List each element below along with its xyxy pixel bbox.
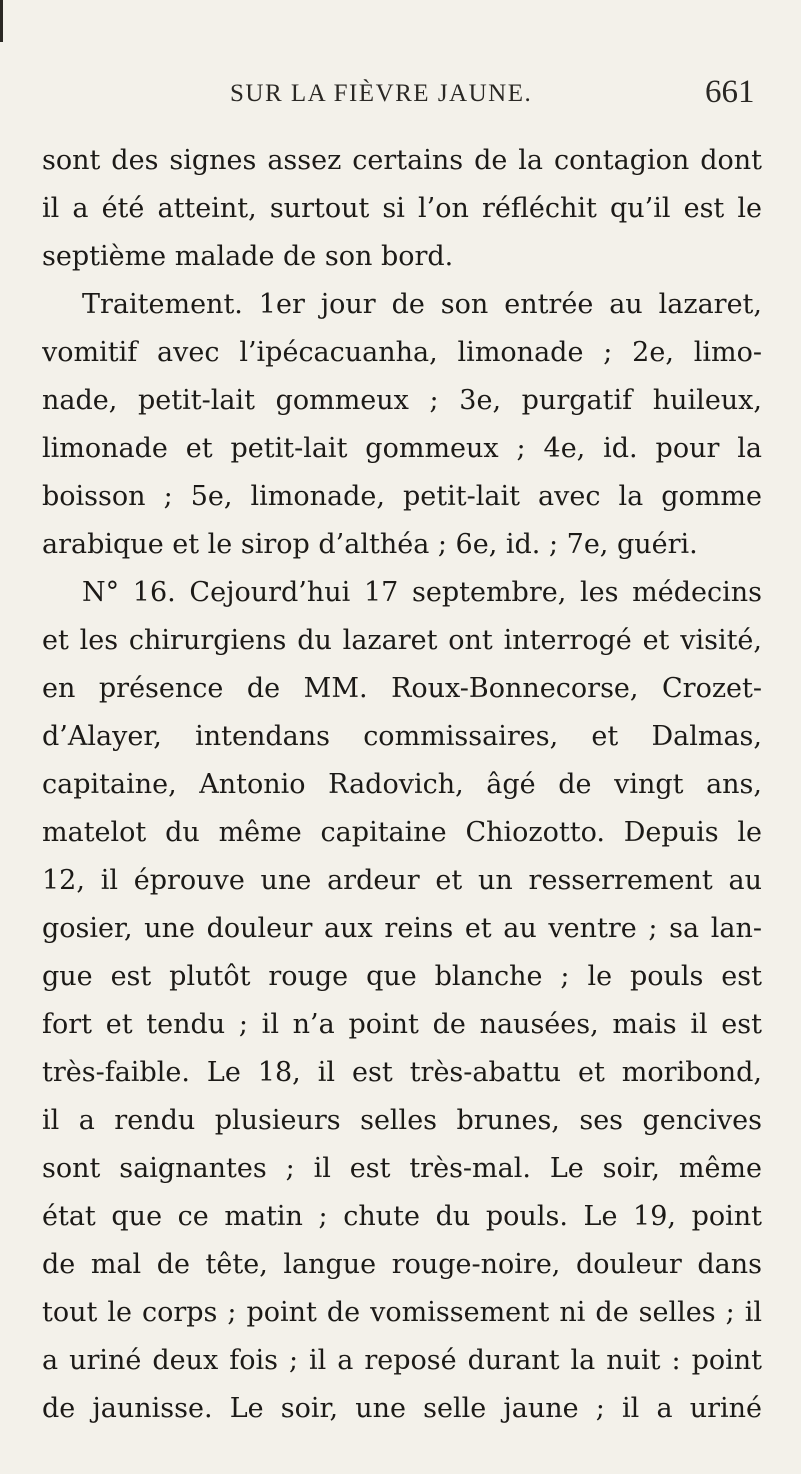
- text-line: gue est plutôt rouge que blanche ; le pouls est: [42, 961, 762, 992]
- text-line: 12, il éprouve une ardeur et un resserrement au: [42, 865, 762, 896]
- text-line: sont saignantes ; il est très-mal. Le soir, même: [42, 1153, 762, 1184]
- text-line: capitaine, Antonio Radovich, âgé de vingt ans,: [42, 769, 762, 800]
- text-line: sont des signes assez certains de la contagion dont: [42, 145, 762, 176]
- text-line: très-faible. Le 18, il est très-abattu et moribond,: [42, 1057, 762, 1088]
- text-line: septième malade de son bord.: [42, 241, 454, 272]
- text-line: de jaunisse. Le soir, une selle jaune ; il a uriné: [42, 1393, 762, 1424]
- text-line: il a rendu plusieurs selles brunes, ses gencives: [42, 1105, 762, 1136]
- text-line: d’Alayer, intendans commissaires, et Dalmas,: [42, 721, 762, 752]
- text-line: matelot du même capitaine Chiozotto. Depuis le: [42, 817, 762, 848]
- text-line: vomitif avec l’ipécacuanha, limonade ; 2e, limo-: [42, 337, 762, 368]
- running-title: SUR LA FIÈVRE JAUNE.: [230, 80, 533, 107]
- text-line: et les chirurgiens du lazaret ont interrogé et visité,: [42, 625, 762, 656]
- text-line: fort et tendu ; il n’a point de nausées, mais il est: [42, 1009, 762, 1040]
- text-line: N° 16. Cejourd’hui 17 septembre, les médecins: [82, 577, 762, 608]
- text-line: tout le corps ; point de vomissement ni de selles ; il: [42, 1297, 762, 1328]
- text-line: de mal de tête, langue rouge-noire, douleur dans: [42, 1249, 762, 1280]
- page-number: 661: [705, 74, 755, 110]
- text-line: Traitement. 1er jour de son entrée au lazaret,: [82, 289, 762, 320]
- text-line: gosier, une douleur aux reins et au ventre ; sa lan-: [42, 913, 762, 944]
- text-line: état que ce matin ; chute du pouls. Le 19, point: [42, 1201, 762, 1232]
- text-line: arabique et le sirop d’althéa ; 6e, id. ; 7e, guéri.: [42, 529, 698, 560]
- text-line: il a été atteint, surtout si l’on réfléchit qu’il est le: [42, 193, 762, 224]
- text-line: boisson ; 5e, limonade, petit-lait avec la gomme: [42, 481, 762, 512]
- text-line: nade, petit-lait gommeux ; 3e, purgatif huileux,: [42, 385, 762, 416]
- text-line: a uriné deux fois ; il a reposé durant la nuit : point: [42, 1345, 762, 1376]
- text-line: en présence de MM. Roux-Bonnecorse, Crozet-: [42, 673, 762, 704]
- text-line: limonade et petit-lait gommeux ; 4e, id. pour la: [42, 433, 762, 464]
